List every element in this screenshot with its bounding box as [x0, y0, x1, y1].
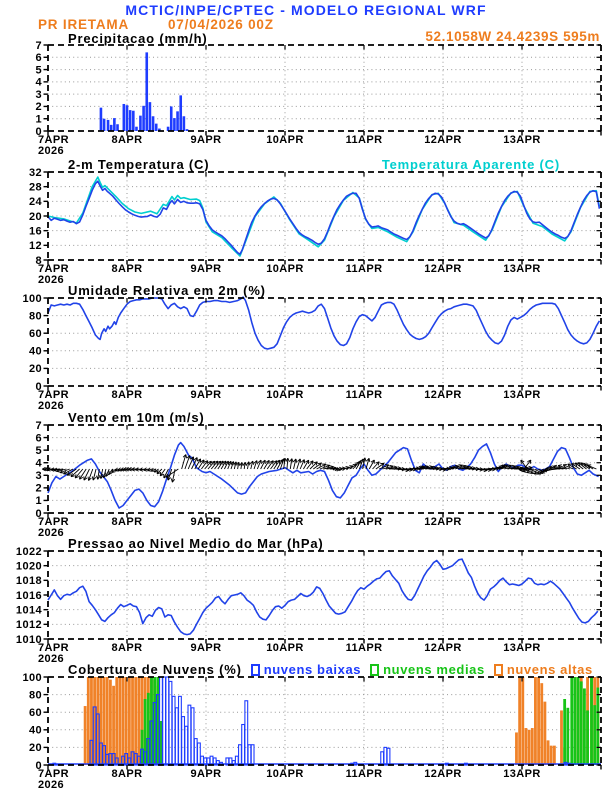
svg-text:12APR: 12APR [424, 516, 462, 528]
svg-text:11APR: 11APR [345, 516, 383, 528]
svg-text:1020: 1020 [15, 560, 42, 573]
svg-text:12APR: 12APR [424, 642, 462, 654]
svg-text:7: 7 [35, 39, 42, 52]
svg-text:3: 3 [35, 88, 42, 101]
legend-temperatura-aparente: Temperatura Aparente (C) [381, 157, 560, 172]
svg-text:80: 80 [28, 689, 42, 702]
svg-text:2026: 2026 [38, 400, 65, 412]
run-datetime: 07/04/2026 00Z [168, 17, 274, 32]
svg-text:2026: 2026 [38, 653, 65, 665]
svg-text:8APR: 8APR [111, 389, 143, 401]
svg-text:13APR: 13APR [503, 389, 541, 401]
svg-text:7APR: 7APR [38, 134, 69, 146]
svg-text:1012: 1012 [15, 619, 42, 632]
svg-text:2: 2 [35, 482, 42, 495]
svg-text:9APR: 9APR [190, 768, 222, 780]
svg-text:16: 16 [28, 225, 42, 238]
svg-text:13APR: 13APR [503, 263, 541, 275]
svg-text:11APR: 11APR [345, 768, 383, 780]
svg-text:7: 7 [35, 419, 42, 432]
panel-title-pressure: Pressao ao Nivel Medio do Mar (hPa) [68, 536, 324, 551]
svg-text:100: 100 [22, 292, 42, 305]
svg-text:32: 32 [28, 166, 42, 179]
svg-text:60: 60 [28, 707, 42, 719]
svg-text:8APR: 8APR [111, 642, 143, 654]
svg-text:1018: 1018 [15, 575, 42, 588]
svg-text:1010: 1010 [15, 633, 42, 646]
svg-text:5: 5 [35, 64, 42, 77]
svg-text:1014: 1014 [15, 604, 42, 617]
svg-text:9APR: 9APR [190, 516, 222, 528]
panel-title-temperature: 2-m Temperatura (C) [68, 157, 210, 172]
svg-text:10APR: 10APR [266, 134, 304, 146]
panel-title-cloud-cover: Cobertura de Nuvens (%) [68, 662, 242, 677]
svg-text:11APR: 11APR [345, 263, 383, 275]
panel-title-precipitation: Precipitacao (mm/h) [68, 31, 208, 46]
svg-text:11APR: 11APR [345, 389, 383, 401]
svg-text:80: 80 [28, 310, 42, 323]
svg-text:9APR: 9APR [190, 263, 222, 275]
svg-text:9APR: 9APR [190, 389, 222, 401]
legend-label: nuvens baixas [263, 662, 362, 677]
svg-text:12: 12 [28, 240, 42, 253]
svg-text:11APR: 11APR [345, 642, 383, 654]
svg-text:10APR: 10APR [266, 389, 304, 401]
svg-text:8: 8 [35, 254, 42, 267]
model-title: MCTIC/INPE/CPTEC - MODELO REGIONAL WRF [125, 2, 487, 18]
svg-text:13APR: 13APR [503, 642, 541, 654]
svg-text:2026: 2026 [38, 779, 65, 791]
svg-text:8APR: 8APR [111, 134, 143, 146]
svg-text:10APR: 10APR [266, 642, 304, 654]
svg-text:4: 4 [35, 457, 42, 470]
svg-text:1022: 1022 [15, 545, 42, 558]
svg-text:12APR: 12APR [424, 263, 462, 275]
svg-text:1: 1 [35, 495, 42, 508]
svg-text:7APR: 7APR [38, 389, 69, 401]
svg-text:4: 4 [35, 76, 42, 89]
svg-text:6: 6 [35, 432, 42, 445]
svg-text:40: 40 [28, 345, 42, 358]
svg-text:7APR: 7APR [38, 516, 69, 528]
svg-text:0: 0 [35, 380, 42, 393]
svg-text:8APR: 8APR [111, 516, 143, 528]
svg-text:9APR: 9APR [190, 134, 222, 146]
legend-label: nuvens altas [506, 662, 593, 677]
svg-text:9APR: 9APR [190, 642, 222, 654]
svg-text:20: 20 [28, 363, 42, 376]
svg-text:28: 28 [28, 181, 42, 194]
svg-text:40: 40 [28, 724, 42, 737]
svg-text:12APR: 12APR [424, 768, 462, 780]
svg-text:2026: 2026 [38, 527, 65, 539]
svg-text:10APR: 10APR [266, 263, 304, 275]
svg-text:2: 2 [35, 101, 42, 114]
panel-title-humidity: Umidade Relativa em 2m (%) [68, 283, 266, 298]
svg-text:100: 100 [22, 671, 42, 684]
svg-text:24: 24 [28, 196, 42, 209]
station-name: PR IRETAMA [38, 17, 129, 32]
svg-text:0: 0 [35, 507, 42, 520]
svg-text:1016: 1016 [15, 589, 42, 602]
svg-text:8APR: 8APR [111, 263, 143, 275]
station-coordinates: 52.1058W 24.4239S 595m [425, 29, 600, 44]
svg-text:0: 0 [35, 125, 42, 138]
svg-text:7APR: 7APR [38, 263, 69, 275]
panel-title-wind: Vento em 10m (m/s) [68, 410, 205, 425]
legend-label: nuvens medias [383, 662, 485, 677]
svg-text:2026: 2026 [38, 274, 65, 286]
svg-text:7APR: 7APR [38, 768, 69, 780]
svg-text:11APR: 11APR [345, 134, 383, 146]
svg-text:12APR: 12APR [424, 389, 462, 401]
svg-text:6: 6 [35, 52, 42, 65]
svg-text:60: 60 [28, 328, 42, 340]
svg-text:5: 5 [35, 444, 42, 457]
svg-text:12APR: 12APR [424, 134, 462, 146]
svg-text:10APR: 10APR [266, 768, 304, 780]
svg-text:8APR: 8APR [111, 768, 143, 780]
svg-text:13APR: 13APR [503, 768, 541, 780]
svg-text:10APR: 10APR [266, 516, 304, 528]
svg-text:13APR: 13APR [503, 516, 541, 528]
svg-text:2026: 2026 [38, 145, 65, 157]
svg-text:7APR: 7APR [38, 642, 69, 654]
svg-text:20: 20 [28, 210, 42, 223]
svg-text:13APR: 13APR [503, 134, 541, 146]
svg-text:3: 3 [35, 470, 42, 483]
svg-text:0: 0 [35, 759, 42, 772]
svg-text:20: 20 [28, 742, 42, 755]
svg-text:1: 1 [35, 113, 42, 126]
